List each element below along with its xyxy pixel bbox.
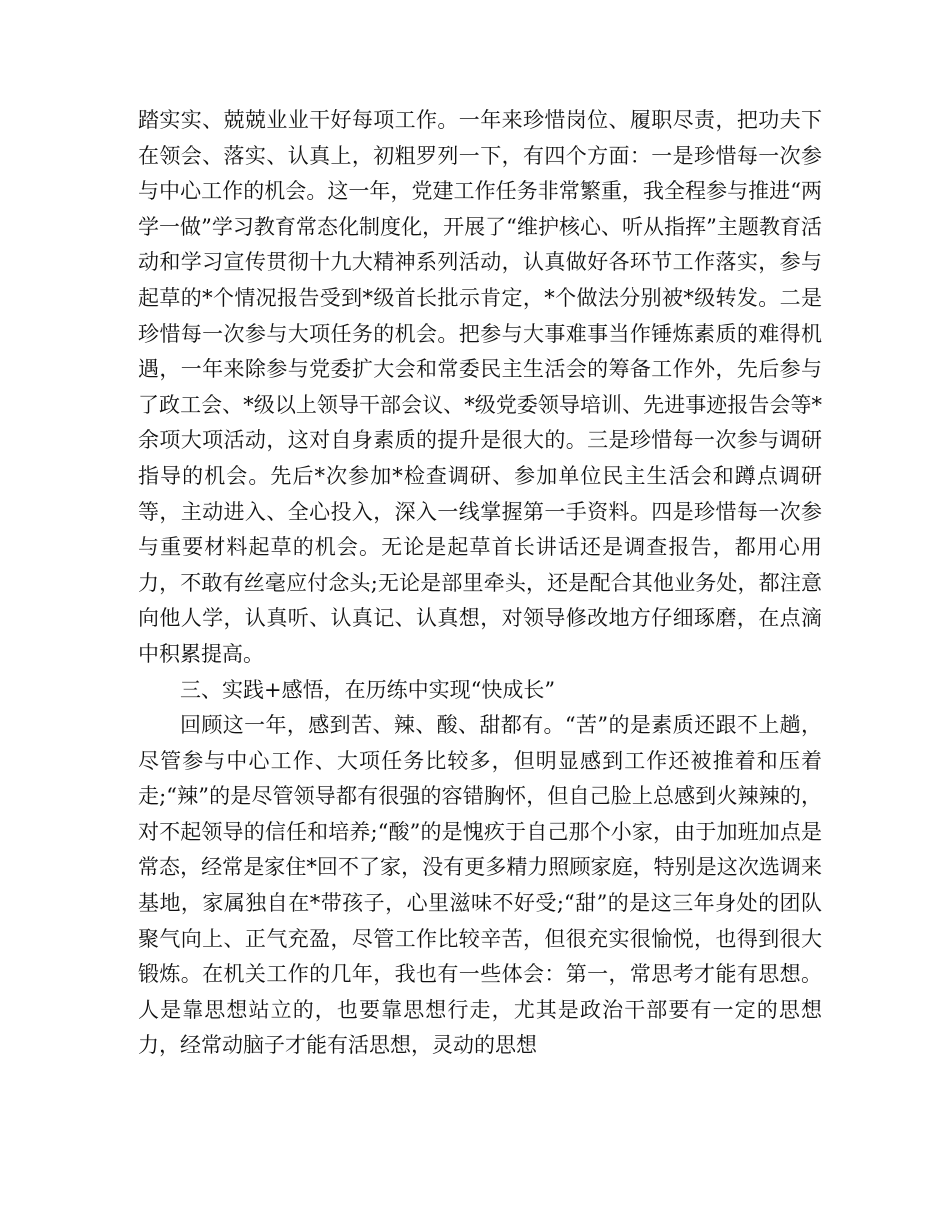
document-page	[138, 103, 822, 1064]
paragraph-reflection: 回顾这一年，感到苦、辣、酸、甜都有。“苦”的是素质还跟不上趟，尽管参与中心工作、大项任务比较多，但明显感到工作还被推着和压着走;“辣”的是尽管领导都有很强的容错胸怀，但自己脸上总感到火辣辣的，对不起领导的信任和培养;“酸”的是愧疚于自己那个小家，由于加班加点是常态，经常是家住*回不了家，没有更多精力照顾家庭，特别是这次选调来基地，家属独自在*带孩子，心里滋味不好受;“甜”的是这三年身处的团队聚气向上、正气充盈，尽管工作比较辛苦，但很充实很愉悦，也得到很大锻炼。在机关工作的几年，我也有一些体会：第一，常思考才能有思想。人是靠思想站立的，也要靠思想行走，尤其是政治干部要有一定的思想力，经常动脑子才能有活思想，灵动的思想	[138, 713, 822, 1058]
section-heading-practice: 三、实践+感悟，在历练中实现“快成长”	[180, 677, 556, 702]
paragraph-work-review: 踏实实、兢兢业业干好每项工作。一年来珍惜岗位、履职尽责，把功夫下在领会、落实、认真上，初粗罗列一下，有四个方面：一是珍惜每一次参与中心工作的机会。这一年，党建工作任务非常繁重，我全程参与推进“两学一做”学习教育常态化制度化，开展了“维护核心、听从指挥”主题教育活动和学习宣传贯彻十九大精神系列活动，认真做好各环节工作落实，参与起草的*个情况报告受到*级首长批示肯定，*个做法分别被*级转发。二是珍惜每一次参与大项任务的机会。把参与大事难事当作锤炼素质的难得机遇，一年来除参与党委扩大会和常委民主生活会的筹备工作外，先后参与了政工会、*级以上领导干部会议、*级党委领导培训、先进事迹报告会等*余项大项活动，这对自身素质的提升是很大的。三是珍惜每一次参与调研指导的机会。先后*次参加*检查调研、参加单位民主生活会和蹲点调研等，主动进入、全心投入，深入一线掌握第一手资料。四是珍惜每一次参与重要材料起草的机会。无论是起草首长讲话还是调查报告，都用心用力，不敢有丝毫应付念头;无论是部里牵头，还是配合其他业务处，都注意向他人学，认真听、认真记、认真想，对领导修改地方仔细琢磨，在点滴中积累提高。	[138, 108, 822, 666]
